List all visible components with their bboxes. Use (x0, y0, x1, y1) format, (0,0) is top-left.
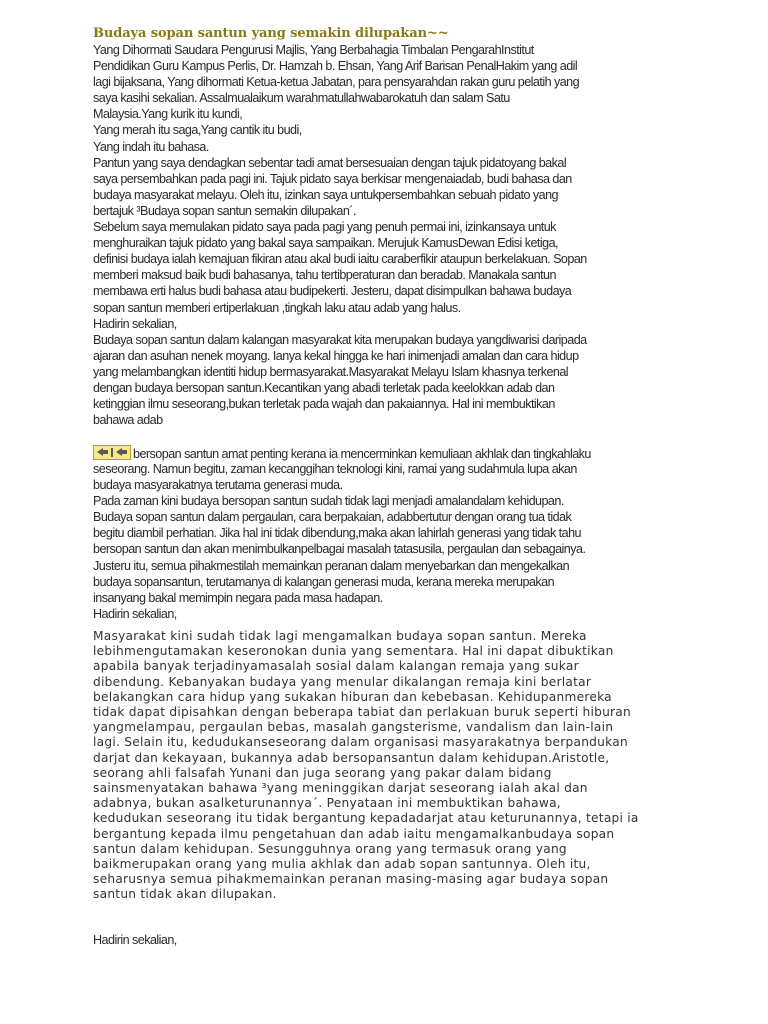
section-3-line: apabila banyak terjadinyamasalah sosial dalam kalangan remaja yang sukar (93, 659, 579, 674)
section-2-line: insanyang bakal memimpin negara pada masa hadapan. (93, 590, 383, 605)
section-1-line: Malaysia.Yang kurik itu kundi, (93, 107, 243, 122)
section-2-line: seseorang. Namun begitu, zaman kecanggihan teknologi kini, ramai yang sudahmula lupa akan (93, 462, 577, 476)
section-1-line: Budaya sopan santun dalam kalangan masyarakat kita merupakan budaya yangdiwarisi daripada (93, 332, 587, 347)
section-2-line: Justeru itu, semua pihakmestilah memainkan peranan dalam menyebarkan dan mengekalkan (93, 558, 570, 573)
section-3-line: lagi. Selain itu, kedudukanseseorang dalam organisasi masyarakatnya berpandukan (93, 735, 628, 750)
section-2-line: Hadirin sekalian, (93, 606, 177, 621)
section-1-line: Pantun yang saya dendagkan sebentar tadi amat bersesuaian dengan tajuk pidatoyang bakal (93, 155, 567, 170)
section-2-line: budaya sopansantun, terutamanya di kalangan generasi muda, kerana mereka merupakan (93, 574, 555, 589)
section-2 (93, 461, 693, 622)
section-3 (93, 629, 693, 903)
section-1-line: dengan budaya bersopan santun.Kecantikan yang abadi terletak pada keelokkan adab dan (93, 380, 555, 395)
section-2-line: Pada zaman kini budaya bersopan santun sudah tidak lagi menjadi amalandalam kehidupan. (93, 494, 564, 509)
section-2-line: begitu diambil perhatian. Jika hal ini tidak dibendung,maka akan lahirlah generasi yang tidak tahu (93, 526, 581, 541)
section-2-line: budaya masyarakatnya terutama generasi muda. (93, 478, 343, 493)
icon-line (93, 445, 693, 462)
section-1-line: saya persembahkan pada pagi ini. Tajuk pidato saya berkisar mengenaiadab, budi bahasa dan (93, 171, 572, 186)
inline-object-icon (93, 445, 131, 460)
section-1-line: lagi bijaksana, Yang dihormati Ketua-ketua Jabatan, para pensyarahdan rakan guru pelatih yang (93, 75, 580, 90)
section-2-line: Budaya sopan santun dalam pergaulan, cara berpakaian, adabbertutur dengan orang tua tidak (93, 510, 572, 525)
section-1-line: Yang Dihormati Saudara Pengurusi Majlis, Yang Berbahagia Timbalan PengarahInstitut (93, 43, 534, 57)
section-3-line: adabnya, bukan asalketurunannya´. Penyataan ini membuktikan bahawa, (93, 796, 561, 811)
section-3-line: dibendung. Kebanyakan budaya yang menular dikalangan remaja kini berlatar (93, 674, 592, 689)
section-1-line: bertajuk ³Budaya sopan santun semakin dilupakan´. (93, 203, 356, 218)
section-1-line: ketinggian ilmu seseorang,bukan terletak pada wajah dan pakaiannya. Hal ini membuktikan (93, 397, 555, 412)
section-3-line: santun tidak akan dilupakan. (93, 887, 277, 902)
section-3-line: belakangkan cara hidup yang sukakan hiburan dan kebebasan. Kehidupanmereka (93, 689, 612, 704)
section-1-line: ajaran dan asuhan nenek moyang. Ianya kekal hingga ke hari inimenjadi amalan dan cara hidup (93, 348, 579, 363)
section-3-line: sainsmenyatakan bahawa ³yang meninggikan darjat seseorang ialah akal dan (93, 781, 588, 796)
section-1-line: Yang merah itu saga,Yang cantik itu budi, (93, 123, 302, 138)
section-1 (93, 42, 693, 428)
section-1-line: memberi maksud baik budi bahasanya, tahu tertibperaturan dan beradab. Manakala santun (93, 268, 556, 283)
closing-block (93, 932, 693, 948)
icon-line-block (93, 445, 693, 462)
section-1-line: budaya masyarakat melayu. Oleh itu, izinkan saya untukpersembahkan sebuah pidato yang (93, 187, 559, 202)
section-1-line: membawa erti halus budi bahasa atau budipekerti. Jesteru, dapat disimpulkan bahawa budaya (93, 284, 572, 299)
section-3-line: darjat dan kekayaan, bukannya adab bersopansantun dalam kehidupan.Aristotle, (93, 750, 610, 765)
section-3-line: lebihmengutamakan keseronokan dunia yang sementara. Hal ini dapat dibuktikan (93, 644, 614, 659)
section-3-line: bergantung kepada ilmu pengetahuan dan adab iaitu mengamalkanbudaya sopan (93, 826, 615, 841)
section-3-line: tidak dapat dipisahkan dengan beberapa tabiat dan perlakuan buruk seperti hiburan (93, 705, 631, 720)
section-3-line: seorang ahli falsafah Yunani dan juga seorang yang pakar dalam bidang (93, 765, 552, 780)
section-1-line: Hadirin sekalian, (93, 316, 177, 331)
section-1-line: yang melambangkan identiti hidup bermasyarakat.Masyarakat Melayu Islam khasnya terkenal (93, 364, 569, 379)
section-3-line: yangmelampau, pergaulan bebas, masalah gangsterisme, vandalism dan lain-lain (93, 720, 614, 735)
section-1-line: saya kasihi sekalian. Assalmualaikum warahmatullahwabarokatuh dan salam Satu (93, 91, 510, 106)
section-3-line: seharusnya semua pihakmemainkan peranan masing-masing agar budaya sopan (93, 872, 609, 887)
section-1-line: Pendidikan Guru Kampus Perlis, Dr. Hamzah b. Ehsan, Yang Arif Barisan PenalHakim yang adil (93, 59, 578, 74)
section-1-line: bahawa adab (93, 413, 163, 428)
document-title: Budaya sopan santun yang semakin dilupakan~~ (93, 26, 449, 41)
icon-line-text: bersopan santun amat penting kerana ia mencerminkan kemuliaan akhlak dan tingkahlaku (133, 447, 591, 461)
section-1-line: menghuraikan tajuk pidato yang bakal saya sampaikan. Merujuk KamusDewan Edisi ketiga, (93, 236, 558, 251)
section-3-line: Masyarakat kini sudah tidak lagi mengamalkan budaya sopan santun. Mereka (93, 629, 587, 643)
section-3-line: kedudukan seseorang itu tidak bergantung kepadadarjat atau keturunannya, tetapi ia (93, 811, 639, 826)
section-2-line: bersopan santun dan akan menimbulkanpelbagai masalah tatasusila, pergaulan dan sebagainya. (93, 542, 586, 557)
section-1-line: Yang indah itu bahasa. (93, 139, 209, 154)
section-3-line: santun dalam kehidupan. Sesungguhnya orang yang termasuk orang yang (93, 841, 567, 856)
closing-line: Hadirin sekalian, (93, 933, 177, 947)
section-1-line: Sebelum saya memulakan pidato saya pada pagi yang penuh permai ini, izinkansaya untuk (93, 220, 556, 235)
section-1-line: definisi budaya ialah kemajuan fikiran atau akal budi iaitu caraberfikir ataupun berkelakuan. Sopan (93, 252, 587, 267)
section-1-line: sopan santun memberi ertiperlakuan ,tingkah laku atau adab yang halus. (93, 300, 461, 315)
section-3-line: baikmerupakan orang yang mulia akhlak dan adab sopan santunnya. Oleh itu, (93, 857, 591, 872)
